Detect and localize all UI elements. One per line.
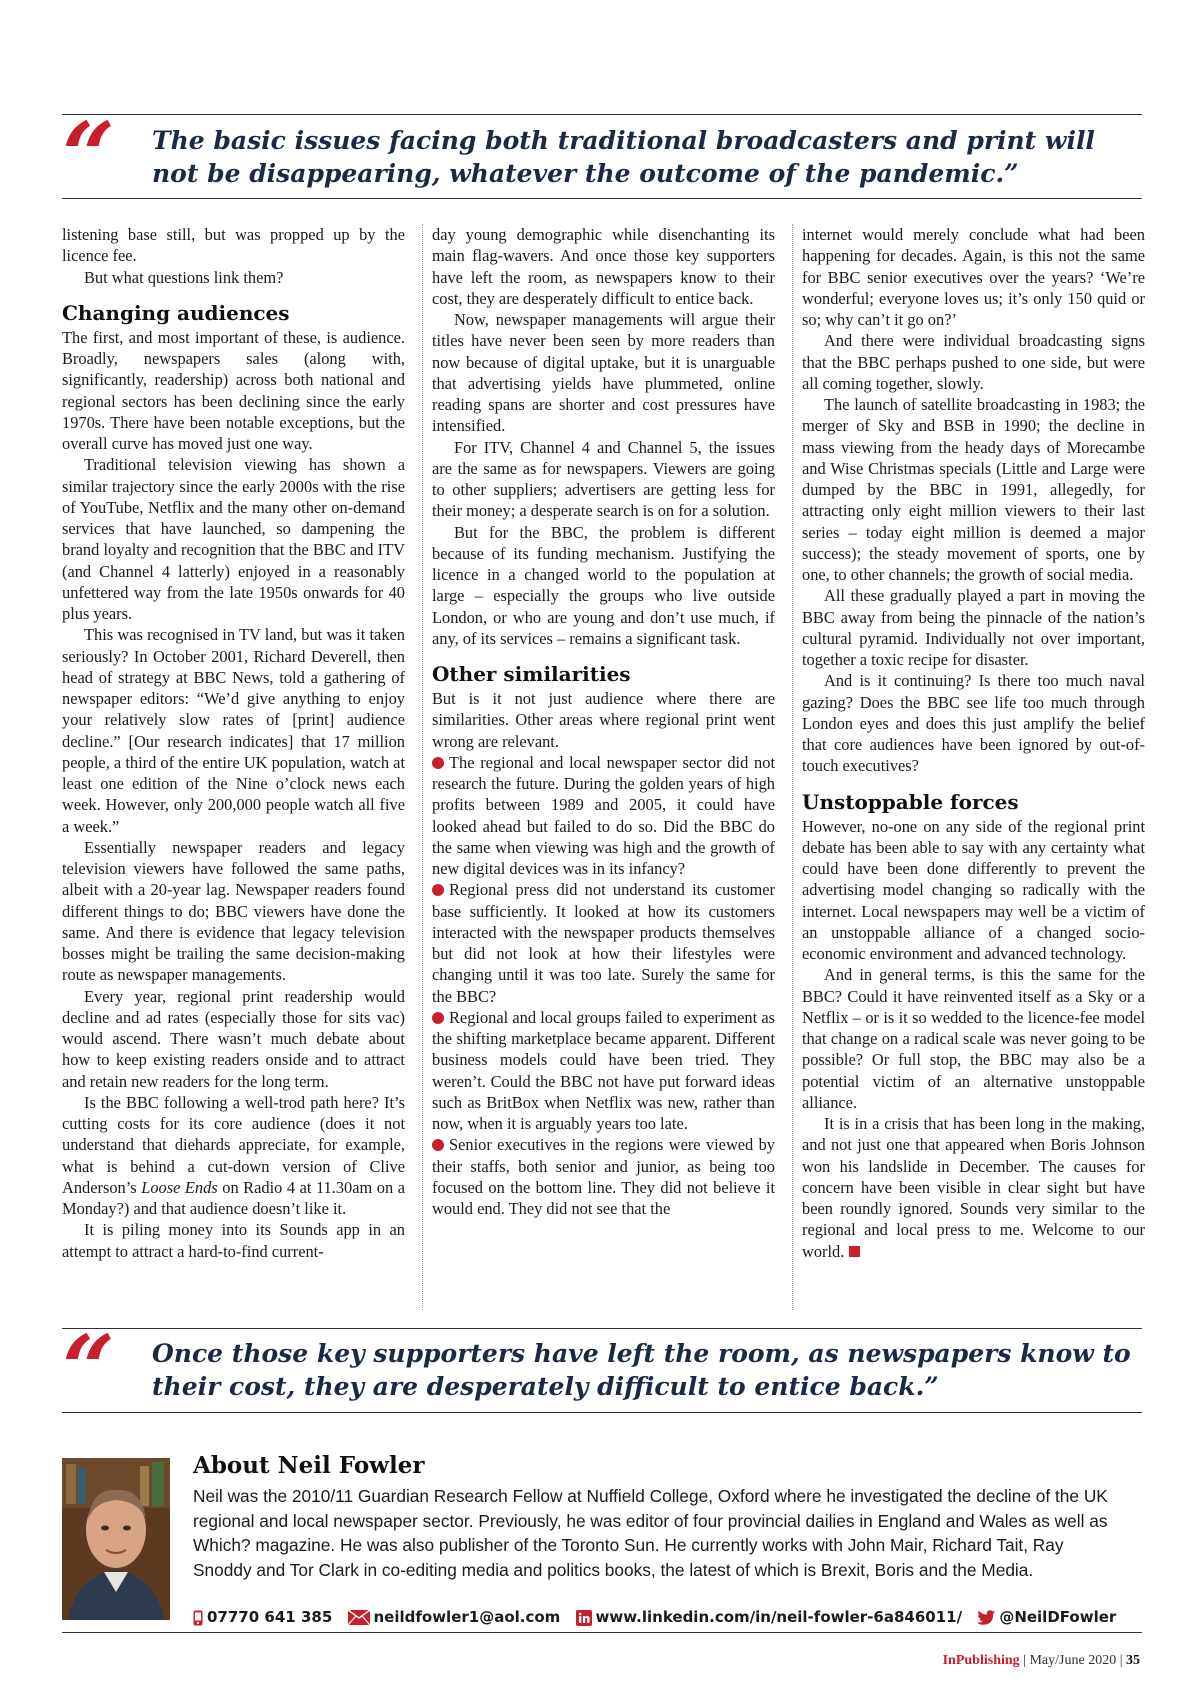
pull-quote-rule: [62, 1412, 1142, 1413]
bio-text: Neil was the 2010/11 Guardian Research Fellow at Nuffield College, Oxford where he investigated the decline of the UK regional and local newspaper sector. Previously, he was editor of four provincial dailies in England and Wales as well as Which? magazine. He was also publisher of the Toronto Sun. He currently works with John Mair, Richard Tait, Ray Snoddy and Tor Clark in co-editing media and politics books, the latest of which is Brexit, Boris and the Media.: [193, 1486, 1108, 1580]
subheading: Unstoppable forces: [802, 789, 1019, 814]
paragraph: listening base still, but was propped up by the licence fee.: [62, 225, 405, 266]
paragraph: However, no-one on any side of the regional print debate has been able to say with any certainty what could have been done differently to prevent the advertising model changing so radically with the internet. Local newspapers may well be a victim of an unstoppable alliance of a changed socio-economic environment and advanced technology.: [802, 816, 1145, 963]
bullet-paragraph: [432, 1007, 775, 1135]
paragraph: And in general terms, is this the same for the BBC? Could it have reinvented itself as a Sky or a Netflix – or is it so wedded to the licence-fee model that change on a radical scale was never going to be possible? Or full stop, the BBC may also be a potential victim of an alternative unstoppable alliance.: [802, 965, 1145, 1112]
phone-number: 07770 641 385: [207, 1608, 333, 1626]
paragraph: But is it not just audience where there are similarities. Other areas where regional print went wrong are relevant.: [432, 689, 775, 751]
linkedin-icon: [576, 1610, 592, 1626]
phone-contact[interactable]: [193, 1608, 332, 1626]
paragraph-text: Is the BBC following a well-trod path here? It’s cutting costs for its core audience (does it not understand that diehards appreciate, for example, what is behind a cut-down version of Clive Anderson’s: [62, 1092, 405, 1197]
email-contact[interactable]: [348, 1608, 561, 1626]
linkedin-url: www.linkedin.com/in/neil-fowler-6a846011/: [595, 1608, 963, 1626]
quote-mark-icon: “: [62, 102, 115, 210]
article-column-3: [802, 224, 1145, 1314]
paragraph: internet would merely conclude what had been happening for decades. Again, is this not the same for BBC senior executives over the years? ‘We’re wonderful; everyone loves us; it’s only 150 quid or so; why can’t it go on?’: [802, 225, 1145, 329]
paragraph: Essentially newspaper readers and legacy television viewers have followed the same paths, albeit with a 20-year lag. Newspaper readers found different things to do; BBC viewers have done the same. And there is evidence that legacy television bosses might be trailing the same decision-making route as newspaper managements.: [62, 837, 405, 985]
column-divider: [422, 224, 423, 1310]
author-photo: [62, 1458, 170, 1620]
brand-prefix: In: [942, 1653, 956, 1668]
paragraph-text: on Radio 4 at 11.30am on a Monday?) and that audience doesn’t like it.: [62, 1177, 405, 1218]
programme-title: Loose Ends: [141, 1177, 218, 1197]
email-address: neildfowler1@aol.com: [373, 1608, 561, 1626]
subheading: Changing audiences: [62, 300, 290, 325]
magazine-brand: [943, 1653, 1020, 1668]
pull-quote-rule: [62, 1328, 1142, 1329]
pull-quote-rule: [62, 198, 1142, 199]
paragraph: All these gradually played a part in moving the BBC away from being the pinnacle of the nation’s cultural pyramid. Individually not over important, together a toxic recipe for disaster.: [802, 586, 1145, 669]
bullet-text: Regional and local groups failed to experiment as the shifting marketplace became apparent. Different business models could have been tried. They weren’t. Could the BBC not have put forward ideas such as BritBox when Netflix was new, rather than now, when it is arguably years too late.: [432, 1007, 775, 1133]
pull-quote-text: The basic issues facing both traditional broadcasters and print will not be disappearing, whatever the outcome of the pandemic.”: [152, 126, 1095, 188]
article-column-1: [62, 224, 405, 1314]
paragraph-text: It is in a crisis that has been long in the making, and not just one that appeared when Boris Johnson won his landslide in December. The causes for concern have been visible in clear sight but have been roundly ignored. Sounds very similar to the regional and local press to me. Welcome to our world.: [802, 1114, 1145, 1261]
brand-name: Publishing: [955, 1653, 1020, 1668]
contact-bar: [193, 1608, 1143, 1626]
bullet-icon: [432, 1139, 444, 1151]
paragraph: Now, newspaper managements will argue their titles have never been seen by more readers than now because of digital uptake, but it is unarguable that advertising yields have plummeted, online reading spans are shorter and cost pressures have intensified.: [432, 310, 775, 436]
bullet-text: The regional and local newspaper sector did not research the future. During the golden years of high profits between 1989 and 2005, it could have looked ahead but failed to do so. Did the BBC do the same when viewing was high and the growth of new digital devices was in its infancy?: [432, 752, 775, 878]
twitter-icon: [977, 1610, 995, 1625]
bullet-paragraph: [432, 752, 775, 880]
bullet-icon: [432, 757, 444, 769]
bottom-rule: [62, 1632, 1142, 1633]
paragraph: But what questions link them?: [84, 267, 284, 287]
linkedin-contact[interactable]: [576, 1608, 963, 1626]
paragraph: This was recognised in TV land, but was it taken seriously? In October 2001, Richard Deverell, then head of strategy at BBC News, told a gathering of newspaper editors: “We’d give anything to enjoy your relatively slow rates of [print] audience decline.” [Our research indicates] that 17 million people, a third of the entire UK population, watch at least one edition of the Nine o’clock news each week. However, only 200,000 people watch all five a week.”: [62, 625, 405, 836]
bullet-icon: [432, 884, 444, 896]
bullet-paragraph: [432, 1134, 775, 1219]
bullet-text: Senior executives in the regions were viewed by their staffs, both senior and junior, as being too focused on the bottom line. They did not believe it would end. They did not see that the: [432, 1135, 775, 1218]
page-number: 35: [1126, 1653, 1140, 1668]
paragraph: But for the BBC, the problem is different because of its funding mechanism. Justifying the licence in a changed world to the population at large – especially the groups who live outside London, or who are young and don’t use much, if any, of its services – remains a significant task.: [432, 522, 775, 648]
bio-title: About Neil Fowler: [193, 1452, 425, 1479]
paragraph: Every year, regional print readership would decline and ad rates (especially those for sits vac) would ascend. There wasn’t much debate about how to keep existing readers onside and to attract and retain new readers for the long term.: [62, 986, 405, 1091]
paragraph: And is it continuing? Is there too much naval gazing? Does the BBC see life too much through London eyes and does this just amplify the belief that core audiences have been ignored by out-of-touch executives?: [802, 671, 1145, 776]
email-icon: [348, 1610, 370, 1625]
paragraph: day young demographic while disenchanting its main flag-wavers. And once those key supporters have left the room, as newspapers know to their cost, they are desperately difficult to entice back.: [432, 225, 775, 308]
phone-icon: [193, 1610, 203, 1626]
subheading: Other similarities: [432, 662, 631, 686]
twitter-contact[interactable]: [977, 1608, 1116, 1626]
paragraph: And there were individual broadcasting signs that the BBC perhaps pushed to one side, but were all coming together, slowly.: [802, 331, 1145, 393]
top-rule: [62, 114, 1142, 115]
page-footer: [943, 1653, 1140, 1669]
pull-quote-bottom: [62, 1315, 1142, 1423]
paragraph: [802, 1113, 1145, 1262]
bullet-text: Regional press did not understand its customer base sufficiently. It looked at how its customers interacted with the newspaper products themselves but did not look at how their lifestyles were changing until it was too late. Surely the same for the BBC?: [432, 880, 775, 1006]
column-divider: [792, 224, 793, 1310]
paragraph: [62, 1092, 405, 1220]
twitter-handle: @NeilDFowler: [999, 1608, 1117, 1626]
paragraph: For ITV, Channel 4 and Channel 5, the issues are the same as for newspapers. Viewers are going to other suppliers; advertisers are getting less for their money; a desperate search is on for a solution.: [432, 437, 775, 521]
bullet-paragraph: [432, 879, 775, 1007]
issue-date: | May/June 2020 |: [1023, 1653, 1123, 1668]
article-column-2: [432, 224, 775, 1314]
pull-quote-text: Once those key supporters have left the room, as newspapers know to their cost, they are desperately difficult to entice back.”: [152, 1339, 1131, 1401]
paragraph: The first, and most important of these, is audience. Broadly, newspapers sales (along with, significantly, readership) across both national and regional sectors has been declining since the early 1970s. There have been notable exceptions, but the overall curve has moved just one way.: [62, 327, 405, 453]
bullet-icon: [432, 1012, 444, 1024]
paragraph: It is piling money into its Sounds app in an attempt to attract a hard-to-find current-: [62, 1220, 405, 1261]
paragraph: The launch of satellite broadcasting in 1983; the merger of Sky and BSB in 1990; the decline in mass viewing from the heady days of Morecambe and Wise Christmas specials (Little and Large were dumped by the BBC in 1991, allegedly, for attracting only eight million viewers to their last series – today eight million is deemed a major success); the steady movement of sports, one by one, to other channels; the growth of social media.: [802, 395, 1145, 584]
paragraph: Traditional television viewing has shown a similar trajectory since the early 2000s with the rise of YouTube, Netflix and the many other on-demand services that have launched, so dampening the brand loyalty and recognition that the BBC and ITV (and Channel 4 latterly) enjoyed in a reasonably unfettered way from the late 1950s onwards for 40 plus years.: [62, 455, 405, 623]
pull-quote-top: [62, 102, 1142, 210]
quote-mark-icon: “: [62, 1315, 115, 1423]
end-mark-icon: [849, 1246, 860, 1257]
